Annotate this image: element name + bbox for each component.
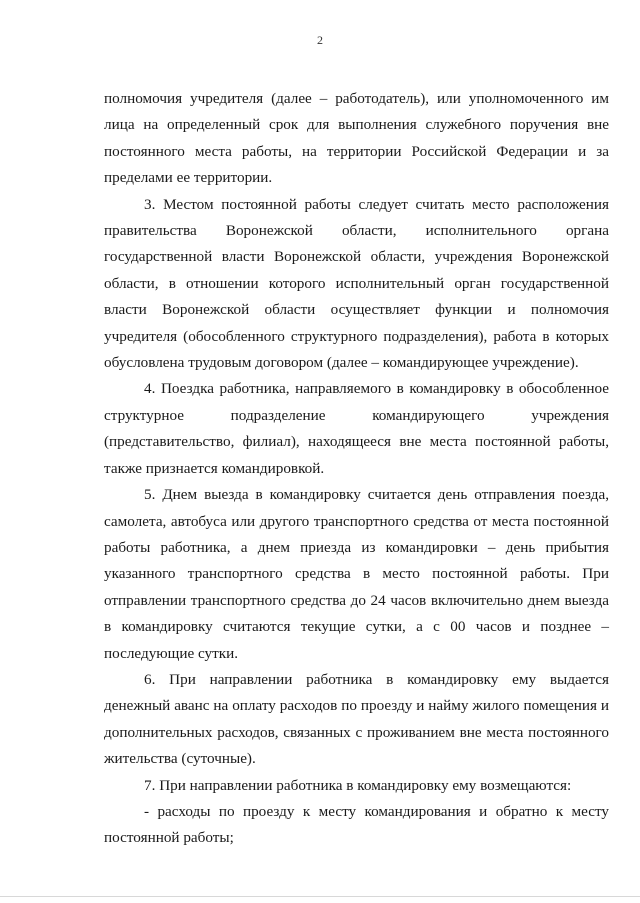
paragraph-3: 3. Местом постоянной работы следует считать место расположения правительства Воронежской области, исполнительного органа государственной власти Воронежской области, учреждения Воронежской области, в отношении которого исполнительный орган государственной власти Воронежской области осуществляет функции и полномочия учредителя (обособленного структурного подразделения), работа в которых обусловлена трудовым договором (далее – командирующее учреждение). (104, 195, 609, 372)
paragraph-5: 5. Днем выезда в командировку считается день отправления поезда, самолета, автобуса или другого транспортного средства от места постоянной работы работника, а днем приезда из командировки – день прибытия указанного транспортного средства в место постоянной работы. При отправлении транспортного средства до 24 часов включительно днем выезда в командировку считаются текущие сутки, а с 00 часов и позднее – последующие сутки. (104, 486, 609, 662)
paragraph-7: 7. При направлении работника в командировку ему возмещаются: (144, 776, 572, 794)
paragraph-1-continuation: полномочия учредителя (далее – работодатель), или уполномоченного им лица на определенный срок для выполнения служебного поручения вне постоянного места работы, на территории Российской Федерации и за пределами ее территории. (104, 90, 609, 187)
page-number: 2 (317, 33, 323, 47)
scan-edge-line (0, 896, 640, 897)
paragraph-7-item-1: - расходы по проезду к месту командирования и обратно к месту постоянной работы; (104, 802, 609, 847)
paragraph-4: 4. Поездка работника, направляемого в командировку в обособленное структурное подразделение командирующего учреждения (представительство, филиал), находящееся вне места постоянной работы, также признается командировкой. (104, 380, 609, 477)
paragraph-6: 6. При направлении работника в командировку ему выдается денежный аванс на оплату расходов по проезду и найму жилого помещения и дополнительных расходов, связанных с проживанием вне места постоянного жительства (суточные). (104, 670, 609, 768)
document-body (104, 86, 609, 852)
